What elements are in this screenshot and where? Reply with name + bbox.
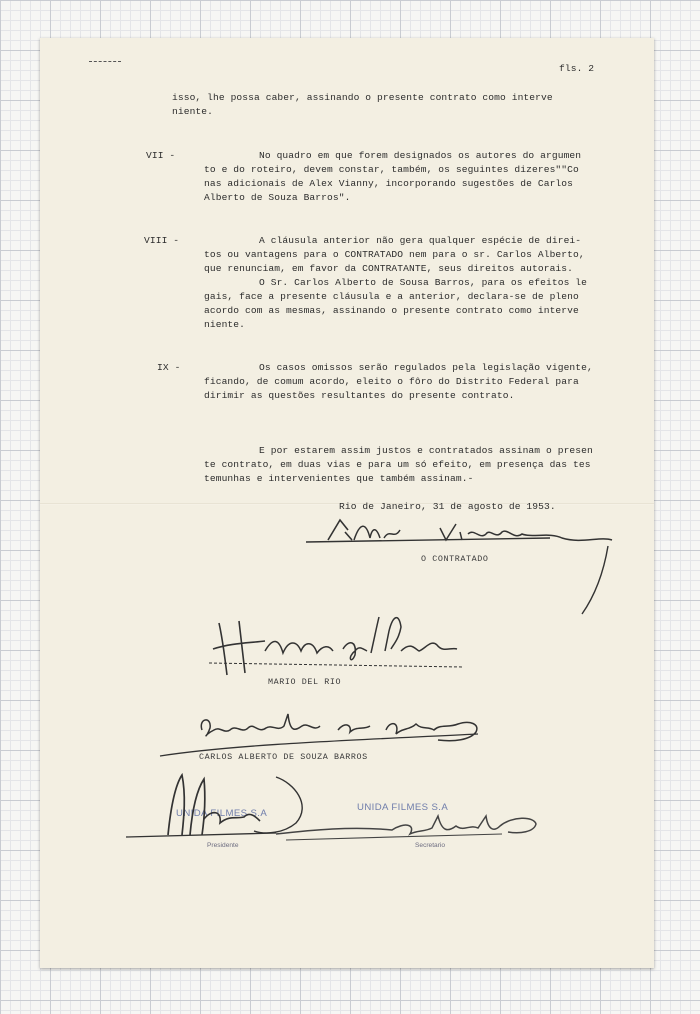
clause-viii-line: O Sr. Carlos Alberto de Sousa Barros, para os efeitos le xyxy=(259,277,588,288)
top-left-marker xyxy=(89,61,121,66)
clause-vii-line: nas adicionais de Alex Vianny, incorporando sugestões de Carlos xyxy=(204,178,574,189)
mario-caption: MARIO DEL RIO xyxy=(268,677,342,687)
contratado-signature xyxy=(300,510,620,620)
stamp-right-company: UNIDA FILMES S.A xyxy=(357,802,449,813)
clause-vii-line: to e do roteiro, devem constar, também, os seguintes dizeres""Co xyxy=(204,164,579,175)
stamp-left-role: Presidente xyxy=(207,842,239,849)
secretary-signature xyxy=(272,810,557,850)
clause-ix-line: Os casos omissos serão regulados pela legislação vigente, xyxy=(259,362,593,373)
clause-vii-number: VII - xyxy=(146,150,176,161)
clause-ix-number: IX - xyxy=(157,362,181,373)
mario-signature xyxy=(205,605,470,685)
clause-vii-line: No quadro em que forem designados os autores do argumen xyxy=(259,150,582,161)
closing-line: E por estarem assim justos e contratados assinam o presen xyxy=(259,445,593,456)
closing-line: te contrato, em duas vias e para um só efeito, em presença das tes xyxy=(204,459,591,470)
clause-vii-line: Alberto de Souza Barros". xyxy=(204,192,351,203)
clause-viii-line: acordo com as mesmas, assinando o presente contrato como interve xyxy=(204,305,579,316)
clause-viii-line: tos ou vantagens para o CONTRATADO nem para o sr. Carlos Alberto, xyxy=(204,249,585,260)
clause-viii-line: niente. xyxy=(204,319,246,330)
clause-viii-line: gais, face a presente cláusula e a anterior, declara-se de pleno xyxy=(204,291,579,302)
contratado-caption: O CONTRATADO xyxy=(421,554,489,564)
stamp-right-role: Secretario xyxy=(415,842,446,849)
intro-line-2: niente. xyxy=(172,106,214,117)
clause-viii-line: que renunciam, em favor da CONTRATANTE, seus direitos autorais. xyxy=(204,263,574,274)
place-date: Rio de Janeiro, 31 de agosto de 1953. xyxy=(339,501,556,512)
clause-viii-line: A cláusula anterior não gera qualquer espécie de direi- xyxy=(259,235,582,246)
carlos-caption: CARLOS ALBERTO DE SOUZA BARROS xyxy=(199,752,368,762)
clause-ix-line: ficando, de comum acordo, eleito o fôro do Distrito Federal para xyxy=(204,376,579,387)
clause-viii-number: VIII - xyxy=(144,235,180,246)
clause-ix-line: dirimir as questões resultantes do presente contrato. xyxy=(204,390,515,401)
page-number: fls. 2 xyxy=(559,63,595,74)
closing-line: temunhas e intervenientes que também assinam.- xyxy=(204,473,474,484)
stamp-left-company: UNIDA FILMES S.A xyxy=(176,808,268,819)
intro-line-1: isso, lhe possa caber, assinando o presente contrato como interve xyxy=(172,92,553,103)
